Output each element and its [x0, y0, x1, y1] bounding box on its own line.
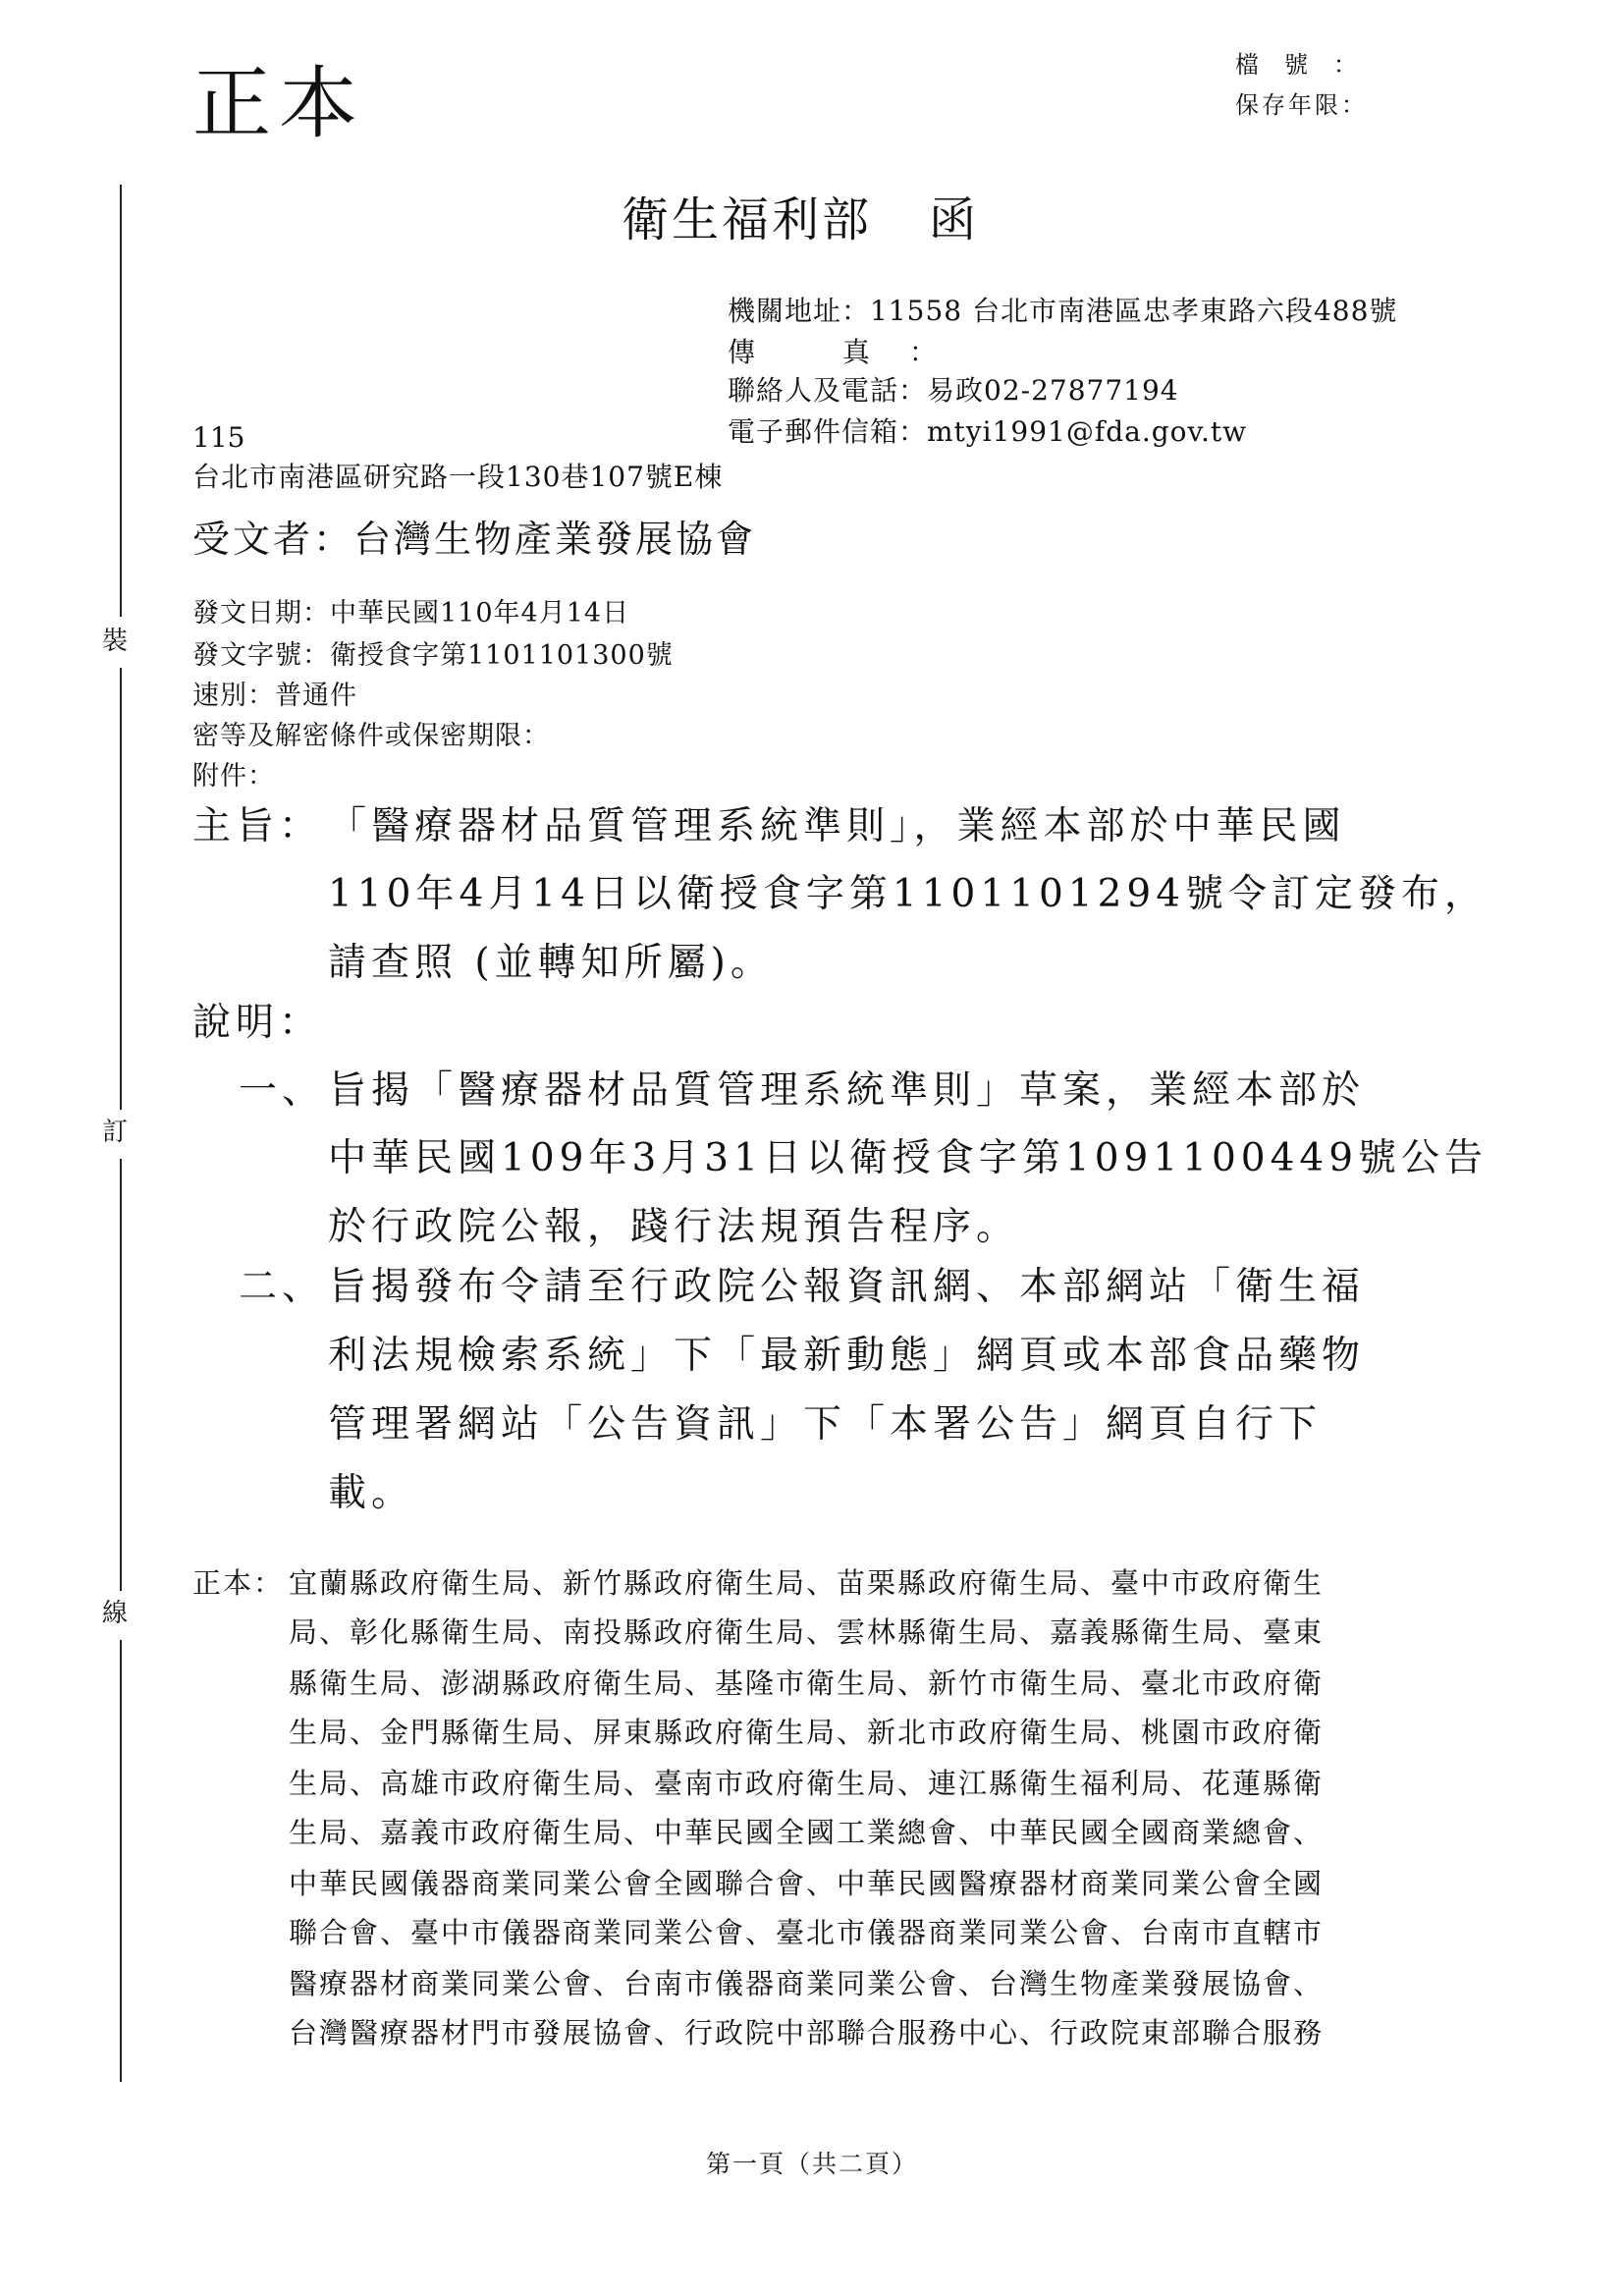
agency-email: 電子郵件信箱：mtyi1991@fda.gov.tw [728, 415, 1248, 448]
distribution-line: 宜蘭縣政府衛生局、新竹縣政府衛生局、苗栗縣政府衛生局、臺中市政府衛生 [289, 1566, 1325, 1600]
document-number: 發文字號：衛授食字第1101101300號 [192, 640, 674, 671]
explanation-item-line: 管理署網站「公告資訊」下「本署公告」網頁自行下 [328, 1402, 1323, 1447]
explanation-item-line: 中華民國109年3月31日以衛授食字第1091100449號公告 [328, 1136, 1489, 1180]
distribution-line: 中華民國儀器商業同業公會全國聯合會、中華民國醫療器材商業同業公會全國 [289, 1867, 1325, 1900]
explanation-item-line: 旨揭「醫療器材品質管理系統準則」草案，業經本部於 [328, 1068, 1366, 1113]
delivery-speed: 速別：普通件 [192, 681, 357, 711]
recipient-postal-code: 115 [192, 421, 245, 454]
binding-line-segment [120, 1640, 122, 2082]
distribution-line: 生局、高雄市政府衛生局、臺南市政府衛生局、連江縣衛生福利局、花蓮縣衛 [289, 1767, 1325, 1800]
subject-line: 110年4月14日以衛授食字第1101101294號令訂定發布， [328, 872, 1489, 916]
copy-stamp: 正本 [192, 58, 365, 149]
binding-line-segment [120, 668, 122, 1110]
file-number-label: 檔號： [1235, 51, 1382, 79]
subject-line: 請查照 (並轉知所屬)。 [328, 941, 774, 985]
subject-line: 「醫療器材品質管理系統準則」，業經本部於中華民國 [328, 804, 1346, 848]
explanation-item-line: 利法規檢索系統」下「最新動態」網頁或本部食品藥物 [328, 1334, 1366, 1378]
explanation-item-number: 二、 [239, 1265, 326, 1309]
distribution-line: 醫療器材商業同業公會、台南市儀器商業同業公會、台灣生物產業發展協會、 [289, 1967, 1325, 2000]
subject-label: 主旨： [192, 804, 323, 848]
binding-char-bottom: 線 [102, 1599, 129, 1628]
recipient-address: 台北市南港區研究路一段130巷107號E棟 [192, 461, 724, 493]
agency-fax: 傳 真： [728, 336, 976, 368]
distribution-label: 正本： [192, 1566, 285, 1600]
explanation-label: 說明： [192, 1001, 323, 1045]
recipient: 受文者：台灣生物產業發展協會 [192, 518, 757, 561]
explanation-item-line: 載。 [328, 1471, 415, 1515]
distribution-line: 生局、金門縣衛生局、屏東縣政府衛生局、新北市政府衛生局、桃園市政府衛 [289, 1716, 1325, 1749]
binding-char-middle: 訂 [102, 1118, 129, 1147]
binding-char-top: 裝 [102, 627, 129, 656]
distribution-line: 局、彰化縣衛生局、南投縣政府衛生局、雲林縣衛生局、嘉義縣衛生局、臺東 [289, 1615, 1325, 1649]
document-title [622, 192, 980, 247]
retention-period-label: 保存年限： [1235, 91, 1368, 119]
document-type: 函 [929, 192, 980, 247]
security-level: 密等及解密條件或保密期限： [192, 721, 550, 751]
explanation-item-number: 一、 [239, 1068, 326, 1113]
distribution-line: 縣衛生局、澎湖縣政府衛生局、基隆市衛生局、新竹市衛生局、臺北市政府衛 [289, 1667, 1325, 1700]
explanation-item-line: 旨揭發布令請至行政院公報資訊網、本部網站「衛生福 [328, 1265, 1366, 1309]
distribution-line: 台灣醫療器材門市發展協會、行政院中部聯合服務中心、行政院東部聯合服務 [289, 2016, 1325, 2050]
explanation-item-line: 於行政院公報，踐行法規預告程序。 [328, 1205, 1020, 1249]
attachments: 附件： [192, 761, 275, 792]
page-number-footer: 第一頁（共二頁） [705, 2150, 918, 2178]
agency-contact: 聯絡人及電話：易政02-27877194 [728, 374, 1179, 407]
issue-date: 發文日期：中華民國110年4月14日 [192, 598, 630, 629]
agency-name: 衛生福利部 [622, 192, 873, 247]
binding-line-segment [120, 185, 122, 617]
distribution-line: 生局、嘉義市政府衛生局、中華民國全國工業總會、中華民國全國商業總會、 [289, 1816, 1325, 1849]
binding-line-segment [120, 1159, 122, 1591]
agency-address: 機關地址：11558 台北市南港區忠孝東路六段488號 [728, 295, 1398, 327]
distribution-line: 聯合會、臺中市儀器商業同業公會、臺北市儀器商業同業公會、台南市直轄市 [289, 1916, 1325, 1949]
